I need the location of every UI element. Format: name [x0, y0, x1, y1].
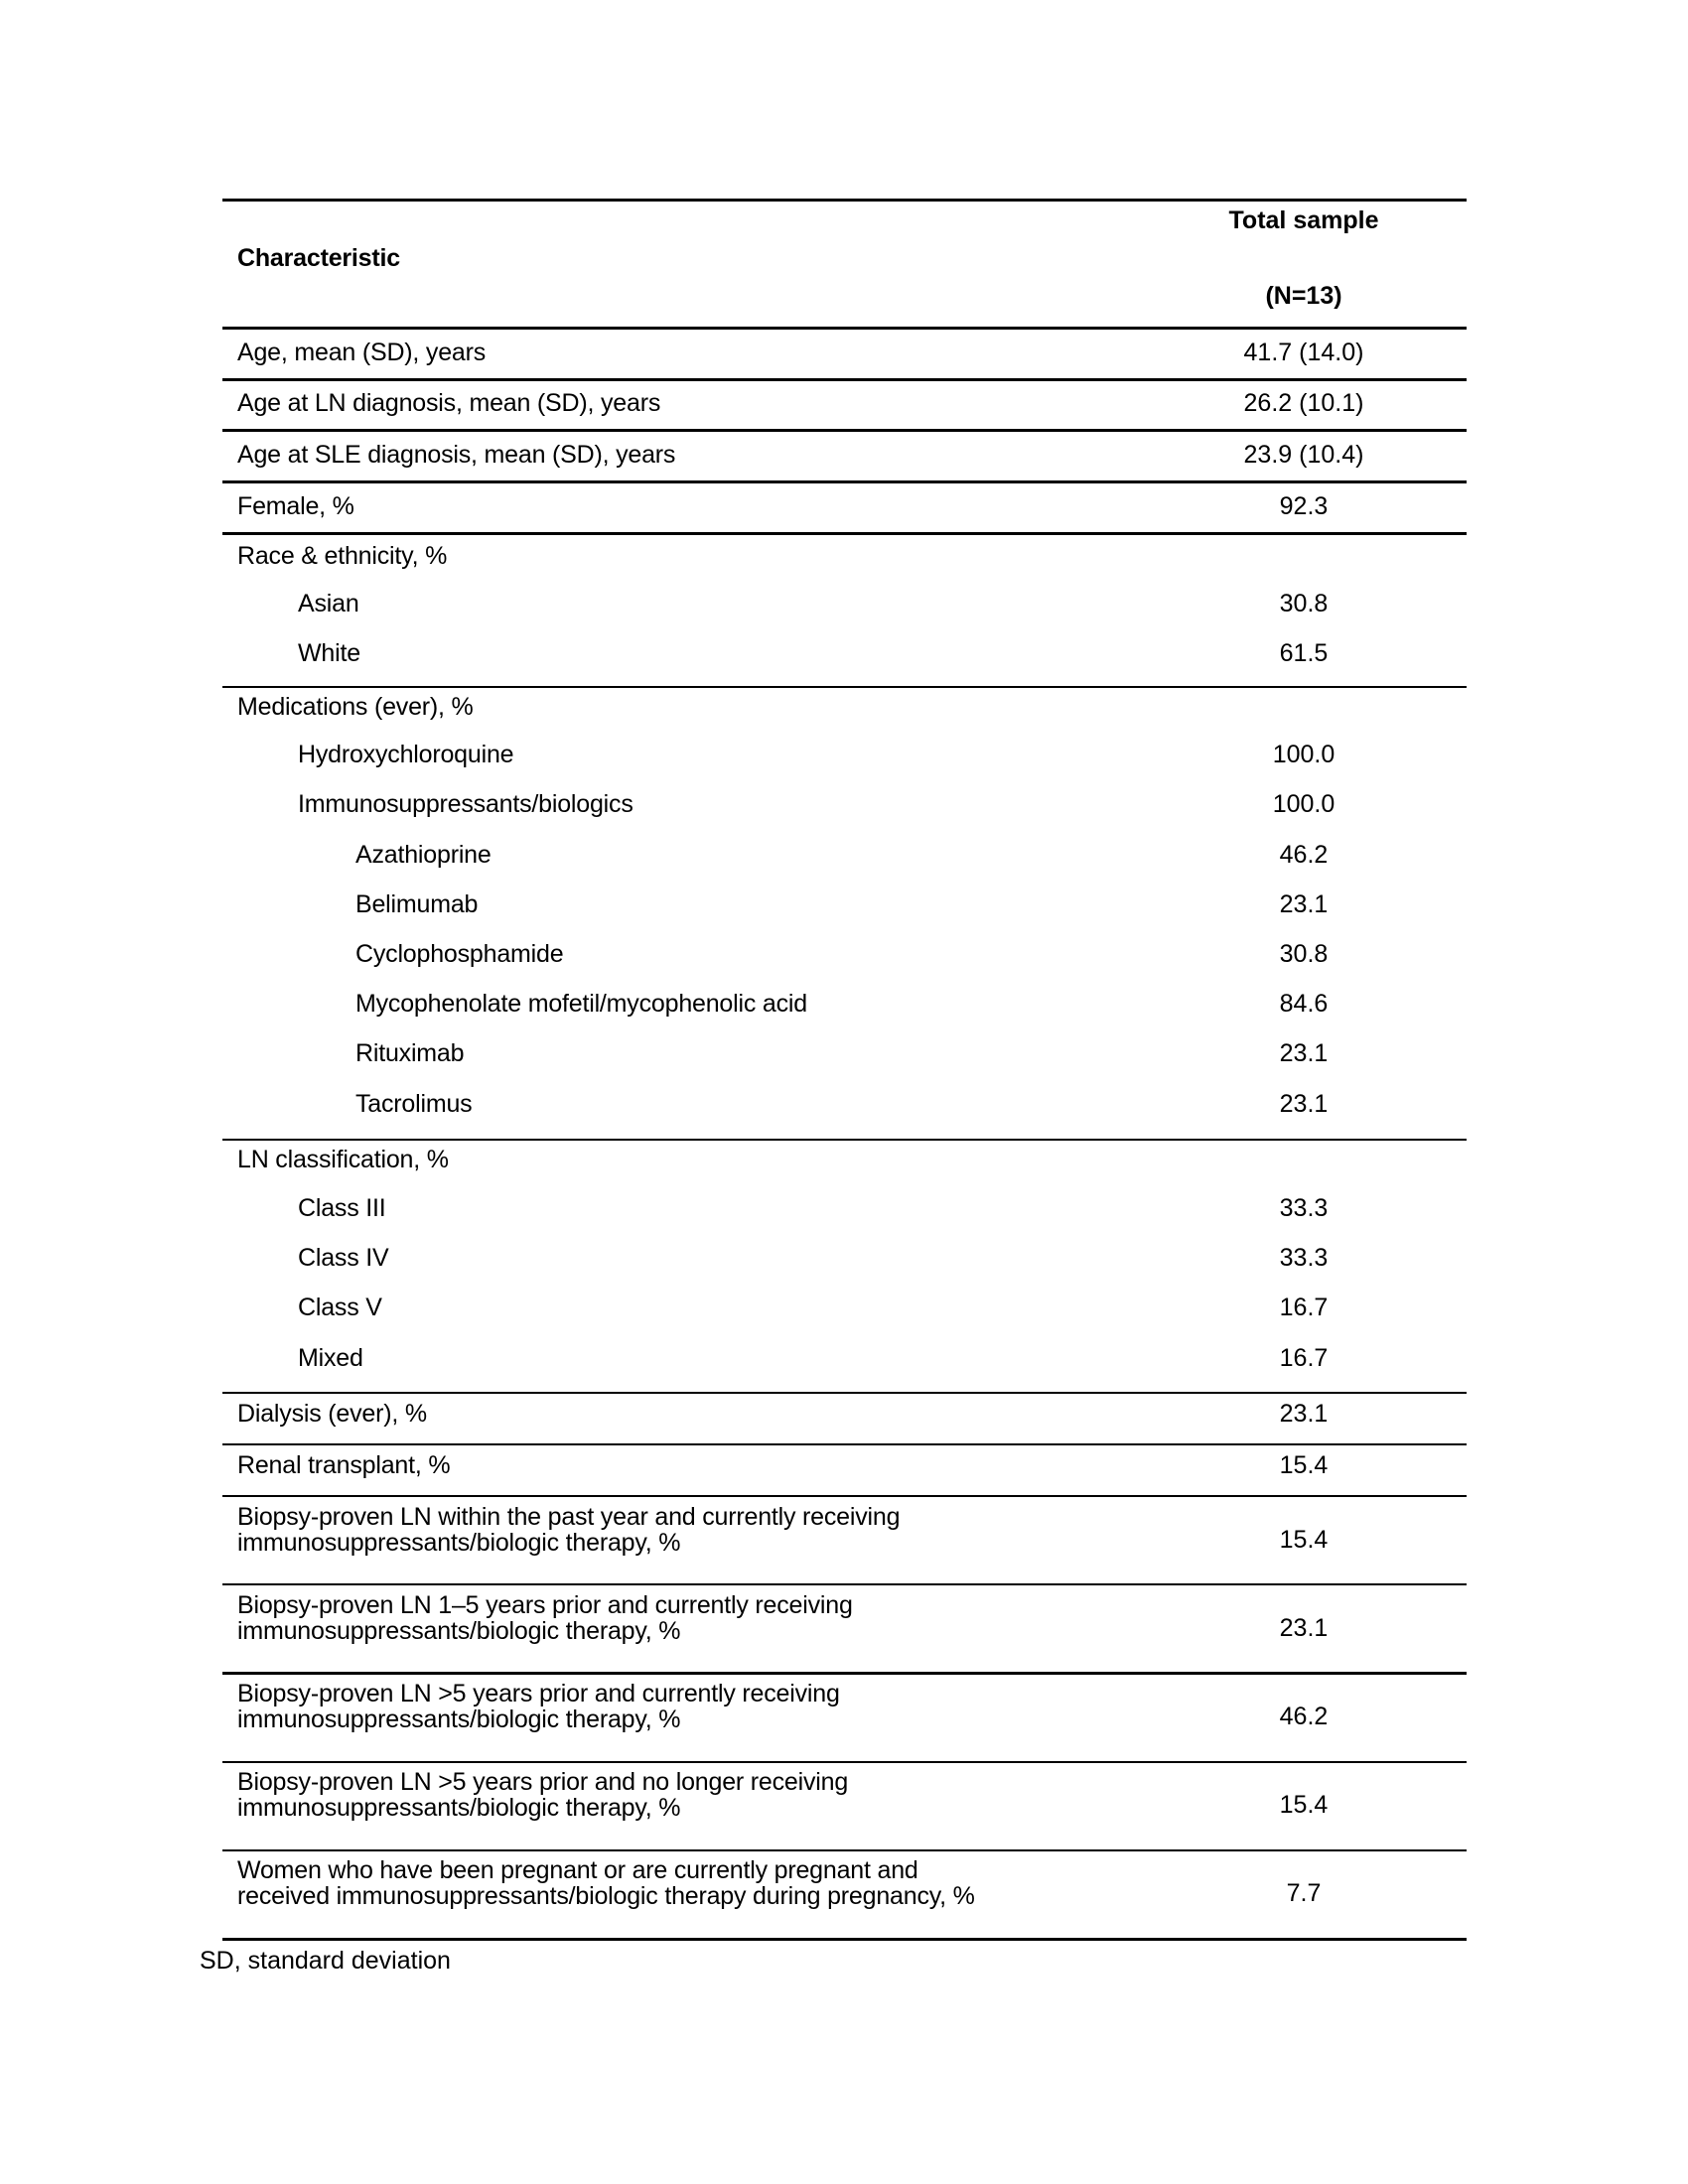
- section-rule: [222, 1392, 1467, 1394]
- table-header-row: [222, 199, 1467, 328]
- row-value: 84.6: [1279, 990, 1329, 1018]
- row-value: 92.3: [1279, 492, 1329, 520]
- section-rule: [222, 1139, 1467, 1141]
- row-label: Cyclophosphamide: [355, 940, 564, 968]
- row-value: 100.0: [1272, 741, 1336, 768]
- row-rule: [222, 1583, 1467, 1585]
- section-rule: [222, 686, 1467, 688]
- row-value: 16.7: [1279, 1344, 1329, 1372]
- row-value: 23.1: [1279, 890, 1329, 918]
- row-label: Rituximab: [355, 1039, 465, 1067]
- row-rule: [222, 480, 1467, 483]
- row-value: 15.4: [1279, 1526, 1329, 1554]
- row-value: 15.4: [1279, 1791, 1329, 1819]
- row-value: 41.7 (14.0): [1243, 339, 1364, 366]
- row-label: Dialysis (ever), %: [237, 1400, 427, 1428]
- header-rule: [222, 327, 1467, 330]
- row-value: 30.8: [1279, 940, 1329, 968]
- row-label: Age, mean (SD), years: [237, 339, 487, 366]
- row-value: 23.1: [1279, 1400, 1329, 1428]
- row-value: 23.1: [1279, 1614, 1329, 1642]
- row-label-line2: immunosuppressants/biologic therapy, %: [237, 1617, 681, 1645]
- row-value: 46.2: [1279, 1703, 1329, 1730]
- row-label-line1: Women who have been pregnant or are currently pregnant and: [237, 1856, 918, 1884]
- row-label: Mycophenolate mofetil/mycophenolic acid: [355, 990, 807, 1018]
- section-label: Medications (ever), %: [237, 693, 474, 721]
- row-value: 23.9 (10.4): [1243, 441, 1364, 469]
- row-value: 16.7: [1279, 1294, 1329, 1321]
- row-rule: [222, 1849, 1467, 1851]
- row-value: 23.1: [1279, 1039, 1329, 1067]
- row-label-line2: immunosuppressants/biologic therapy, %: [237, 1529, 681, 1557]
- row-label: Hydroxychloroquine: [298, 741, 514, 768]
- row-label-line1: Biopsy-proven LN 1–5 years prior and currently receiving: [237, 1591, 853, 1619]
- row-label-line2: immunosuppressants/biologic therapy, %: [237, 1794, 681, 1822]
- row-label-line1: Biopsy-proven LN >5 years prior and no longer receiving: [237, 1768, 849, 1796]
- row-label: Tacrolimus: [355, 1090, 473, 1118]
- row-rule: [222, 532, 1467, 535]
- table-footnote: SD, standard deviation: [200, 1947, 451, 1975]
- row-label: Age at LN diagnosis, mean (SD), years: [237, 389, 661, 417]
- row-value: 15.4: [1279, 1451, 1329, 1479]
- header-n: (N=13): [1265, 282, 1342, 310]
- row-value: 46.2: [1279, 841, 1329, 869]
- row-rule: [222, 1495, 1467, 1497]
- row-label: Mixed: [298, 1344, 363, 1372]
- row-label: Class IV: [298, 1244, 389, 1272]
- table-bottom-rule: [222, 1938, 1467, 1941]
- row-rule: [222, 378, 1467, 381]
- row-value: 61.5: [1279, 639, 1329, 667]
- header-total-sample: Total sample: [1228, 206, 1379, 234]
- row-value: 33.3: [1279, 1244, 1329, 1272]
- row-label: Azathioprine: [355, 841, 492, 869]
- row-label: White: [298, 639, 360, 667]
- row-label: Asian: [298, 590, 359, 617]
- row-label-line1: Biopsy-proven LN >5 years prior and currently receiving: [237, 1680, 840, 1707]
- row-label-line1: Biopsy-proven LN within the past year and currently receiving: [237, 1503, 901, 1531]
- header-characteristic: Characteristic: [237, 244, 400, 272]
- row-value: 26.2 (10.1): [1243, 389, 1364, 417]
- row-label: Age at SLE diagnosis, mean (SD), years: [237, 441, 676, 469]
- row-value: 33.3: [1279, 1194, 1329, 1222]
- row-value: 23.1: [1279, 1090, 1329, 1118]
- row-label: Immunosuppressants/biologics: [298, 790, 633, 818]
- row-label-line2: received immunosuppressants/biologic therapy during pregnancy, %: [237, 1882, 975, 1910]
- row-label: Belimumab: [355, 890, 479, 918]
- row-rule: [222, 1443, 1467, 1445]
- row-rule: [222, 429, 1467, 432]
- row-value: 7.7: [1286, 1879, 1322, 1907]
- row-label: Renal transplant, %: [237, 1451, 451, 1479]
- row-label: Class V: [298, 1294, 382, 1321]
- row-rule: [222, 1761, 1467, 1763]
- row-value: 100.0: [1272, 790, 1336, 818]
- row-label: Female, %: [237, 492, 354, 520]
- row-label: Class III: [298, 1194, 386, 1222]
- section-label: LN classification, %: [237, 1146, 449, 1173]
- section-label: Race & ethnicity, %: [237, 542, 448, 570]
- row-rule: [222, 1672, 1467, 1675]
- row-label-line2: immunosuppressants/biologic therapy, %: [237, 1706, 681, 1733]
- row-value: 30.8: [1279, 590, 1329, 617]
